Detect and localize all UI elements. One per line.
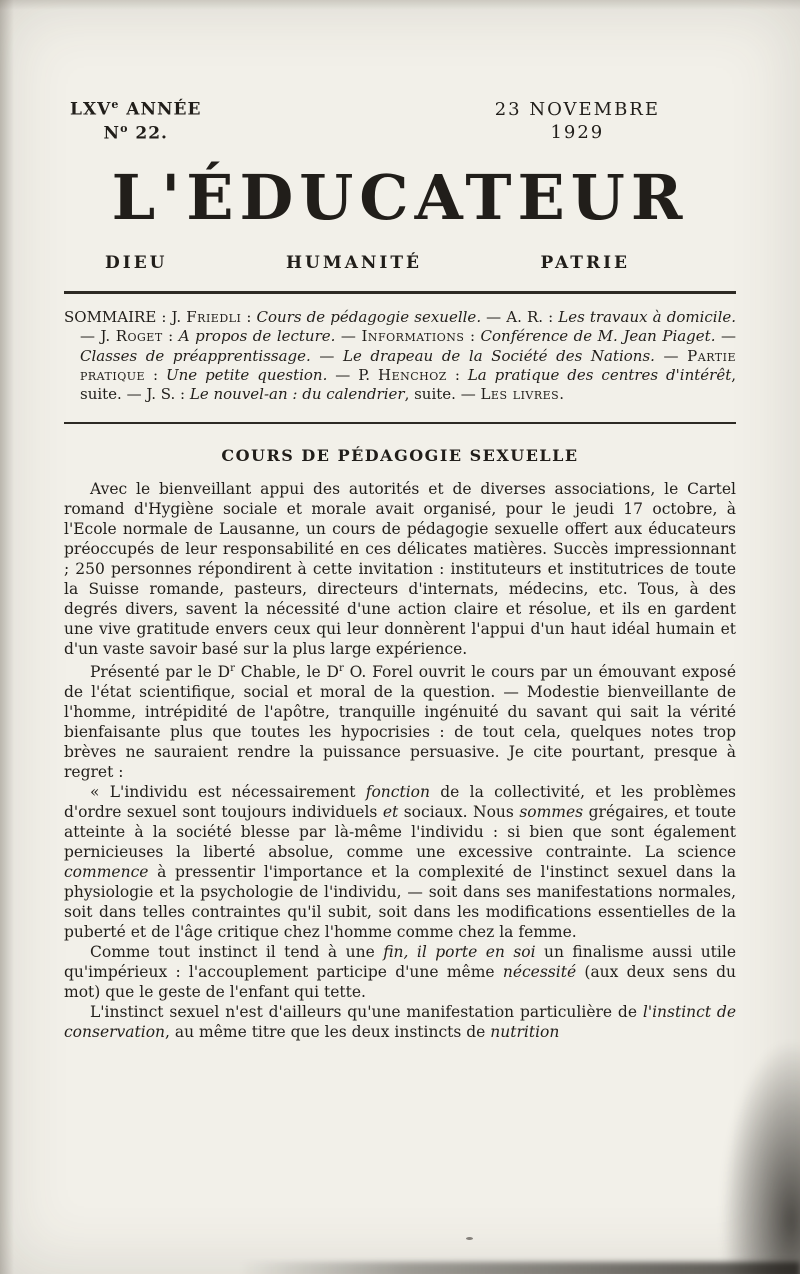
motto-patrie: PATRIE <box>540 253 630 274</box>
scan-artifact-corner-smudge <box>723 1044 800 1274</box>
scan-artifact-speck <box>466 1237 473 1240</box>
volume-line: LXVe ANNÉE <box>70 98 202 120</box>
divider-sommaire <box>64 422 736 424</box>
article-body <box>64 479 736 1042</box>
motto-row <box>105 253 630 273</box>
publication-title: L'ÉDUCATEUR <box>111 161 689 235</box>
year-line: 1929 <box>550 122 605 144</box>
issue-block <box>70 98 201 145</box>
sommaire: SOMMAIRE : J. Friedli : Cours de pédagogie sexuelle. — A. R. : Les travaux à domicile. — J. Roget : A propos de lecture. — Informations : Conférence de M. Jean Piaget. — Classes de préapprentissage. — Le drapeau de la Société des Nations. — Partie pratique : Une petite question. — P. Henchoz : La pratique des centres d'intérêt, suite. — J. S. : Le nouvel-an : du calendrier, suite. — Les livres. <box>64 308 737 403</box>
masthead <box>0 0 800 145</box>
paragraph-2: Présenté par le $D^r$ Chable, le $D^r$ O. Forel ouvrit le cours par un émouvant exposé de l'état scientifique, social et moral de la question. — Modestie bienveillante de l'homme, intrépidité de l'apôtre, tranquille ingénuité du savant qui sait la vérité bienfaisante plus que toutes les hypocrisies : de tout cela, quelques notes trop brèves ne sauraient rendre la puissance persuasive. Je cite pourtant, presque à regret : <box>64 663 736 782</box>
article-heading: COURS DE PÉDAGOGIE SEXUELLE <box>221 446 579 466</box>
date-line: 23 NOVEMBRE <box>494 99 660 120</box>
motto-dieu: DIEU <box>105 253 168 274</box>
divider-masthead <box>64 291 736 294</box>
date-block <box>495 98 660 145</box>
paragraph-3: « L'individu est nécessairement fonction de la collectivité, et les problèmes d'ordre sexuel sont toujours individuels et sociaux. Nous sommes grégaires, et toute atteinte à la société blesse par là-même l'individu : si bien que sont également pernicieuses la liberté absolue, comme une excessive contrainte. La science commence à pressentir l'importance et la complexité de l'instinct sexuel dans la physiologie et la psychologie de l'individu, — soit dans ses manifestations normales, soit dans telles contraintes qu'il subit, soit dans les modifications essentielles de la puberté et de l'âge critique chez l'homme comme chez la femme. <box>64 783 737 942</box>
issue-number: $N^o$ 22. <box>103 121 168 144</box>
scan-artifact-bottom-band <box>240 1262 800 1274</box>
motto-humanite: HUMANITÉ <box>285 253 422 274</box>
paragraph-4: Comme tout instinct il tend à une fin, il porte en soi un finalisme aussi utile qu'impérieux : l'accouplement participe d'une même nécessité (aux deux sens du mot) que le geste de l'enfant qui tette. <box>64 943 736 1002</box>
paragraph-1: Avec le bienveillant appui des autorités et de diverses associations, le Cartel romand d'Hygiène sociale et morale avait organisé, pour le jeudi 17 octobre, à l'Ecole normale de Lausanne, un cours de pédagogie sexuelle offert aux éducateurs préoccupés de leur responsabilité en ces délicates matières. Succès impressionnant ; 250 personnes répondirent à cette invitation : instituteurs et institutrices de toute la Suisse romande, pasteurs, directeurs d'internats, médecins, etc. Tous, à des degrés divers, savent la nécessité d'une action claire et résolue, et ils en gardent une vive gratitude envers ceux qui leur donnèrent l'appui d'un haut idéal humain et d'un vaste savoir basé sur la plus large expérience. <box>64 480 736 659</box>
paragraph-5: L'instinct sexuel n'est d'ailleurs qu'une manifestation particulière de l'instinct de conservation, au même titre que les deux instincts de nutrition <box>64 1003 737 1042</box>
